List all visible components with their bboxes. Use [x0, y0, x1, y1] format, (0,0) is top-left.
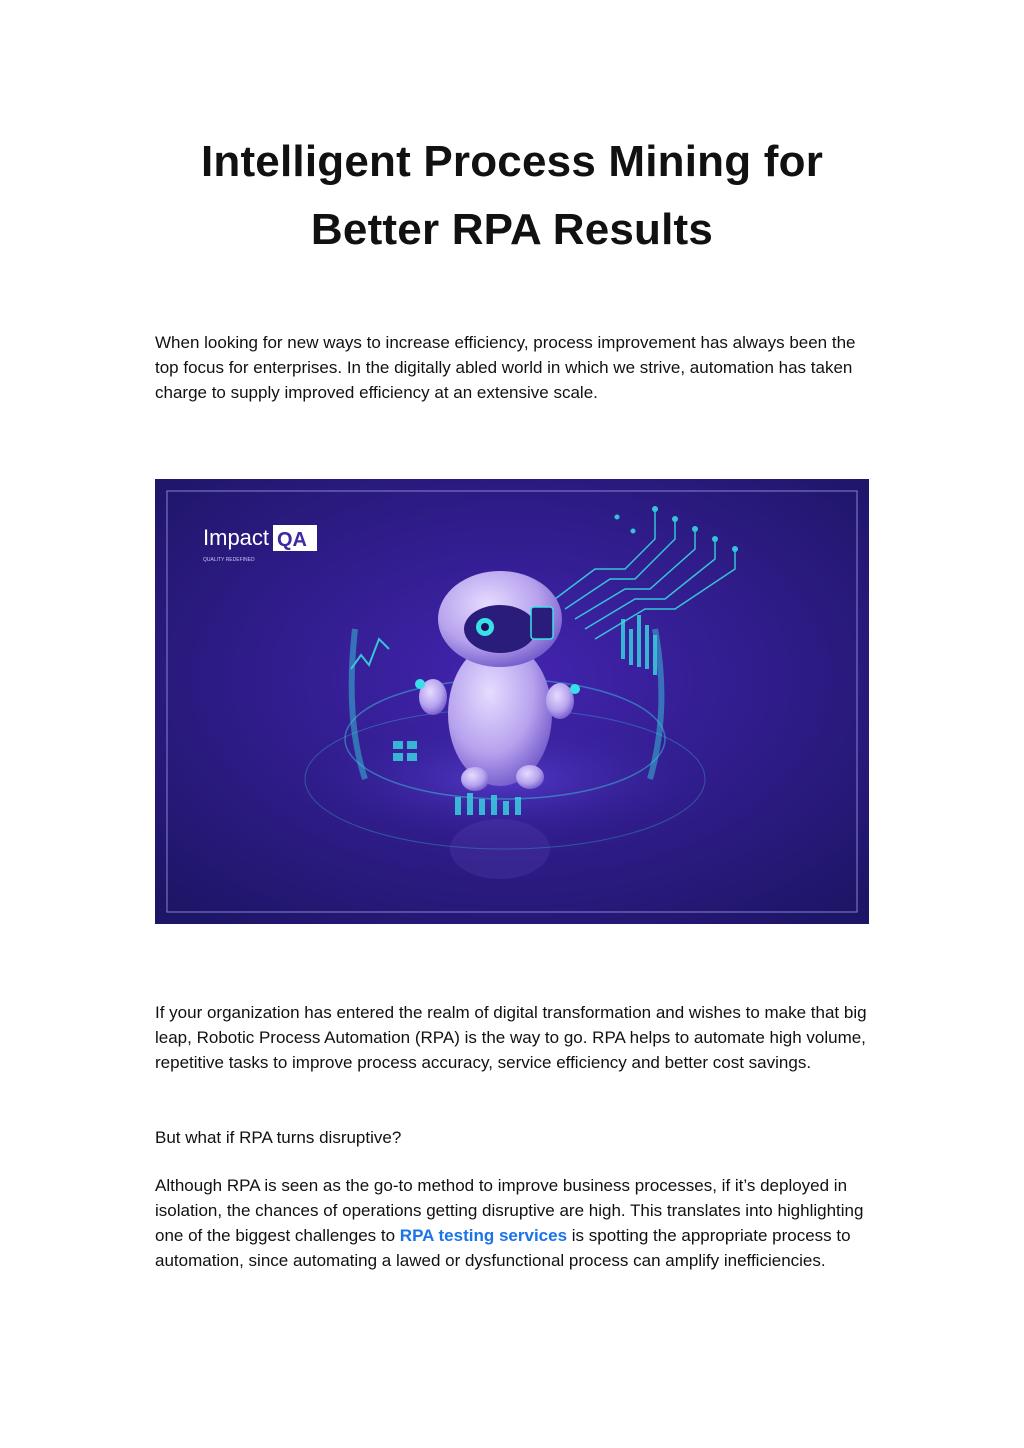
- paragraph-challenges: [155, 1173, 875, 1273]
- logo-text-impact: Impact: [203, 525, 270, 550]
- rpa-testing-services-link[interactable]: RPA testing services: [399, 1226, 568, 1245]
- hero-image: [155, 479, 869, 924]
- paragraph-challenges-start: Although RPA is seen as the go-to method to improve business processes, if it’s deployed in isolation, the chances of operations getting disruptive are high. This translates into highlighting one of the biggest challenges to: [155, 1176, 864, 1245]
- intro-paragraph: When looking for new ways to increase efficiency, process improvement has always been the top focus for enterprises. In the digitally abled world in which we strive, automation has taken charge to supply improved efficiency at an extensive scale.: [155, 333, 856, 402]
- robot-illustration: [155, 479, 869, 924]
- paragraph-rpa-intro: If your organization has entered the realm of digital transformation and wishes to make that big leap, Robotic Process Automation (RPA) is the way to go. RPA helps to automate high volume, repetitive tasks to improve process accuracy, service efficiency and better cost savings.: [155, 1003, 867, 1072]
- page-title: [120, 128, 904, 264]
- title-line-1: Intelligent Process Mining for: [200, 137, 824, 186]
- title-line-2: Better RPA Results: [310, 205, 714, 254]
- paragraph-challenges-end: is spotting the appropriate process to automation, since automating a lawed or dysfunctional process can amplify inefficiencies.: [155, 1226, 851, 1270]
- logo-text-qa: QA: [277, 529, 307, 551]
- logo-tagline: QUALITY REDEFINED: [203, 557, 255, 563]
- paragraph-question: But what if RPA turns disruptive?: [155, 1128, 402, 1147]
